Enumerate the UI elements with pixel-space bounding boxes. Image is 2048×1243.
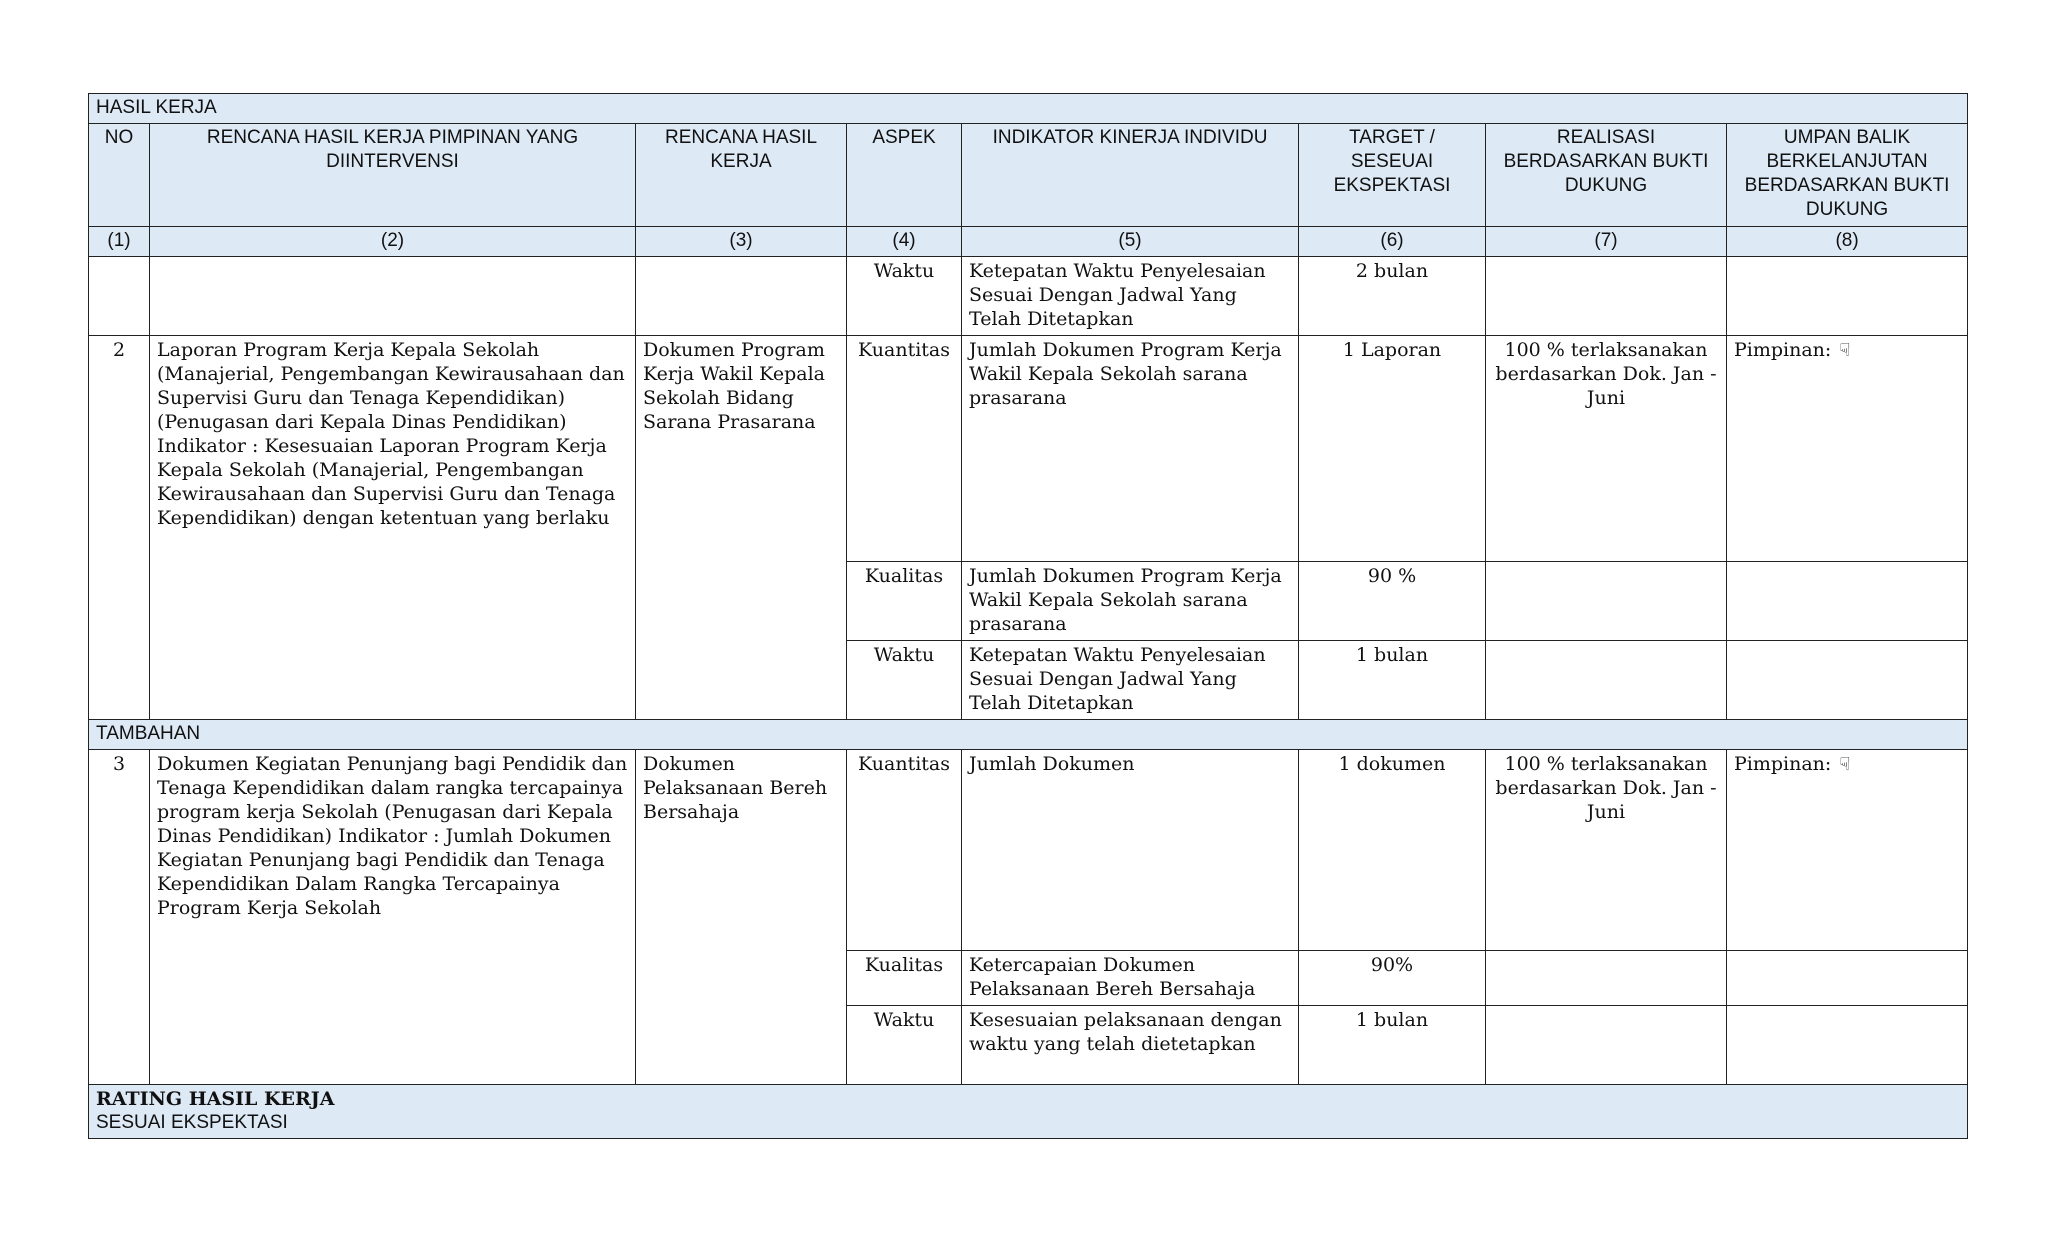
cell-rhk [636, 257, 847, 336]
cell-target: 1 dokumen [1299, 750, 1486, 951]
rating-title: RATING HASIL KERJA [96, 1088, 335, 1110]
header-no: NO [89, 124, 150, 227]
section-title-tambahan: TAMBAHAN [89, 720, 1968, 750]
cell-aspek: Waktu [847, 1006, 962, 1085]
cell-target: 1 bulan [1299, 1006, 1486, 1085]
column-number: (5) [962, 227, 1299, 257]
cell-target: 90% [1299, 951, 1486, 1006]
cell-indikator: Jumlah Dokumen Program Kerja Wakil Kepala Sekolah sarana prasarana [962, 336, 1299, 562]
pointing-hand-icon: ☟ [1839, 340, 1851, 361]
header-aspek: ASPEK [847, 124, 962, 227]
cell-realisasi [1486, 951, 1727, 1006]
cell-umpan-balik [1727, 562, 1968, 641]
cell-realisasi: 100 % terlaksanakan berdasarkan Dok. Jan - Juni [1486, 750, 1727, 951]
table-row [89, 257, 1968, 336]
cell-umpan-balik [1727, 336, 1968, 562]
cell-no: 2 [89, 336, 150, 720]
column-number: (1) [89, 227, 150, 257]
cell-aspek: Waktu [847, 257, 962, 336]
cell-no [89, 257, 150, 336]
cell-realisasi [1486, 257, 1727, 336]
section-row-hasil-kerja [89, 94, 1968, 124]
cell-aspek: Kualitas [847, 951, 962, 1006]
column-number: (7) [1486, 227, 1727, 257]
cell-umpan-balik [1727, 257, 1968, 336]
cell-umpan-balik [1727, 641, 1968, 720]
cell-indikator: Ketercapaian Dokumen Pelaksanaan Bereh Bersahaja [962, 951, 1299, 1006]
cell-target: 2 bulan [1299, 257, 1486, 336]
cell-umpan-balik [1727, 951, 1968, 1006]
cell-indikator: Kesesuaian pelaksanaan dengan waktu yang telah dietetapkan [962, 1006, 1299, 1085]
header-indikator: INDIKATOR KINERJA INDIVIDU [962, 124, 1299, 227]
cell-rhk-pimpinan [150, 257, 636, 336]
header-row [89, 124, 1968, 227]
column-number: (6) [1299, 227, 1486, 257]
feedback-label: Pimpinan: [1734, 339, 1832, 361]
column-number: (8) [1727, 227, 1968, 257]
cell-target: 90 % [1299, 562, 1486, 641]
cell-realisasi [1486, 1006, 1727, 1085]
cell-rhk-pimpinan: Dokumen Kegiatan Penunjang bagi Pendidik dan Tenaga Kependidikan dalam rangka tercapainya program kerja Sekolah (Penugasan dari Kepala Dinas Pendidikan) Indikator : Jumlah Dokumen Kegiatan Penunjang bagi Pendidik dan Tenaga Kependidikan Dalam Rangka Tercapainya Program Kerja Sekolah [150, 750, 636, 1085]
cell-realisasi: 100 % terlaksanakan berdasarkan Dok. Jan - Juni [1486, 336, 1727, 562]
cell-indikator: Jumlah Dokumen [962, 750, 1299, 951]
section-title-hasil-kerja: HASIL KERJA [89, 94, 1968, 124]
rating-value: SESUAI EKSPEKTASI [96, 1112, 288, 1133]
header-realisasi: REALISASI BERDASARKAN BUKTI DUKUNG [1486, 124, 1727, 227]
header-target: TARGET / SESEUAI EKSPEKTASI [1299, 124, 1486, 227]
cell-target: 1 Laporan [1299, 336, 1486, 562]
header-rhk-pimpinan: RENCANA HASIL KERJA PIMPINAN YANG DIINTERVENSI [150, 124, 636, 227]
performance-table [88, 93, 1968, 1139]
cell-aspek: Kuantitas [847, 750, 962, 951]
cell-aspek: Kuantitas [847, 336, 962, 562]
cell-indikator: Jumlah Dokumen Program Kerja Wakil Kepala Sekolah sarana prasarana [962, 562, 1299, 641]
section-row-tambahan [89, 720, 1968, 750]
pointing-hand-icon: ☟ [1839, 754, 1851, 775]
cell-aspek: Kualitas [847, 562, 962, 641]
rating-row [89, 1085, 1968, 1139]
column-number: (2) [150, 227, 636, 257]
cell-indikator: Ketepatan Waktu Penyelesaian Sesuai Dengan Jadwal Yang Telah Ditetapkan [962, 641, 1299, 720]
header-umpan-balik: UMPAN BALIK BERKELANJUTAN BERDASARKAN BUKTI DUKUNG [1727, 124, 1968, 227]
cell-realisasi [1486, 562, 1727, 641]
cell-rhk-pimpinan: Laporan Program Kerja Kepala Sekolah (Manajerial, Pengembangan Kewirausahaan dan Supervisi Guru dan Tenaga Kependidikan) (Penugasan dari Kepala Dinas Pendidikan) Indikator : Kesesuaian Laporan Program Kerja Kepala Sekolah (Manajerial, Pengembangan Kewirausahaan dan Supervisi Guru dan Tenaga Kependidikan) dengan ketentuan yang berlaku [150, 336, 636, 720]
column-number-row [89, 227, 1968, 257]
rating-cell [89, 1085, 1968, 1139]
cell-rhk: Dokumen Pelaksanaan Bereh Bersahaja [636, 750, 847, 1085]
cell-rhk: Dokumen Program Kerja Wakil Kepala Sekolah Bidang Sarana Prasarana [636, 336, 847, 720]
cell-umpan-balik [1727, 750, 1968, 951]
table-row [89, 336, 1968, 562]
cell-aspek: Waktu [847, 641, 962, 720]
column-number: (3) [636, 227, 847, 257]
header-rhk: RENCANA HASIL KERJA [636, 124, 847, 227]
cell-target: 1 bulan [1299, 641, 1486, 720]
cell-no: 3 [89, 750, 150, 1085]
feedback-label: Pimpinan: [1734, 753, 1832, 775]
cell-umpan-balik [1727, 1006, 1968, 1085]
cell-realisasi [1486, 641, 1727, 720]
column-number: (4) [847, 227, 962, 257]
table-row [89, 750, 1968, 951]
cell-indikator: Ketepatan Waktu Penyelesaian Sesuai Dengan Jadwal Yang Telah Ditetapkan [962, 257, 1299, 336]
